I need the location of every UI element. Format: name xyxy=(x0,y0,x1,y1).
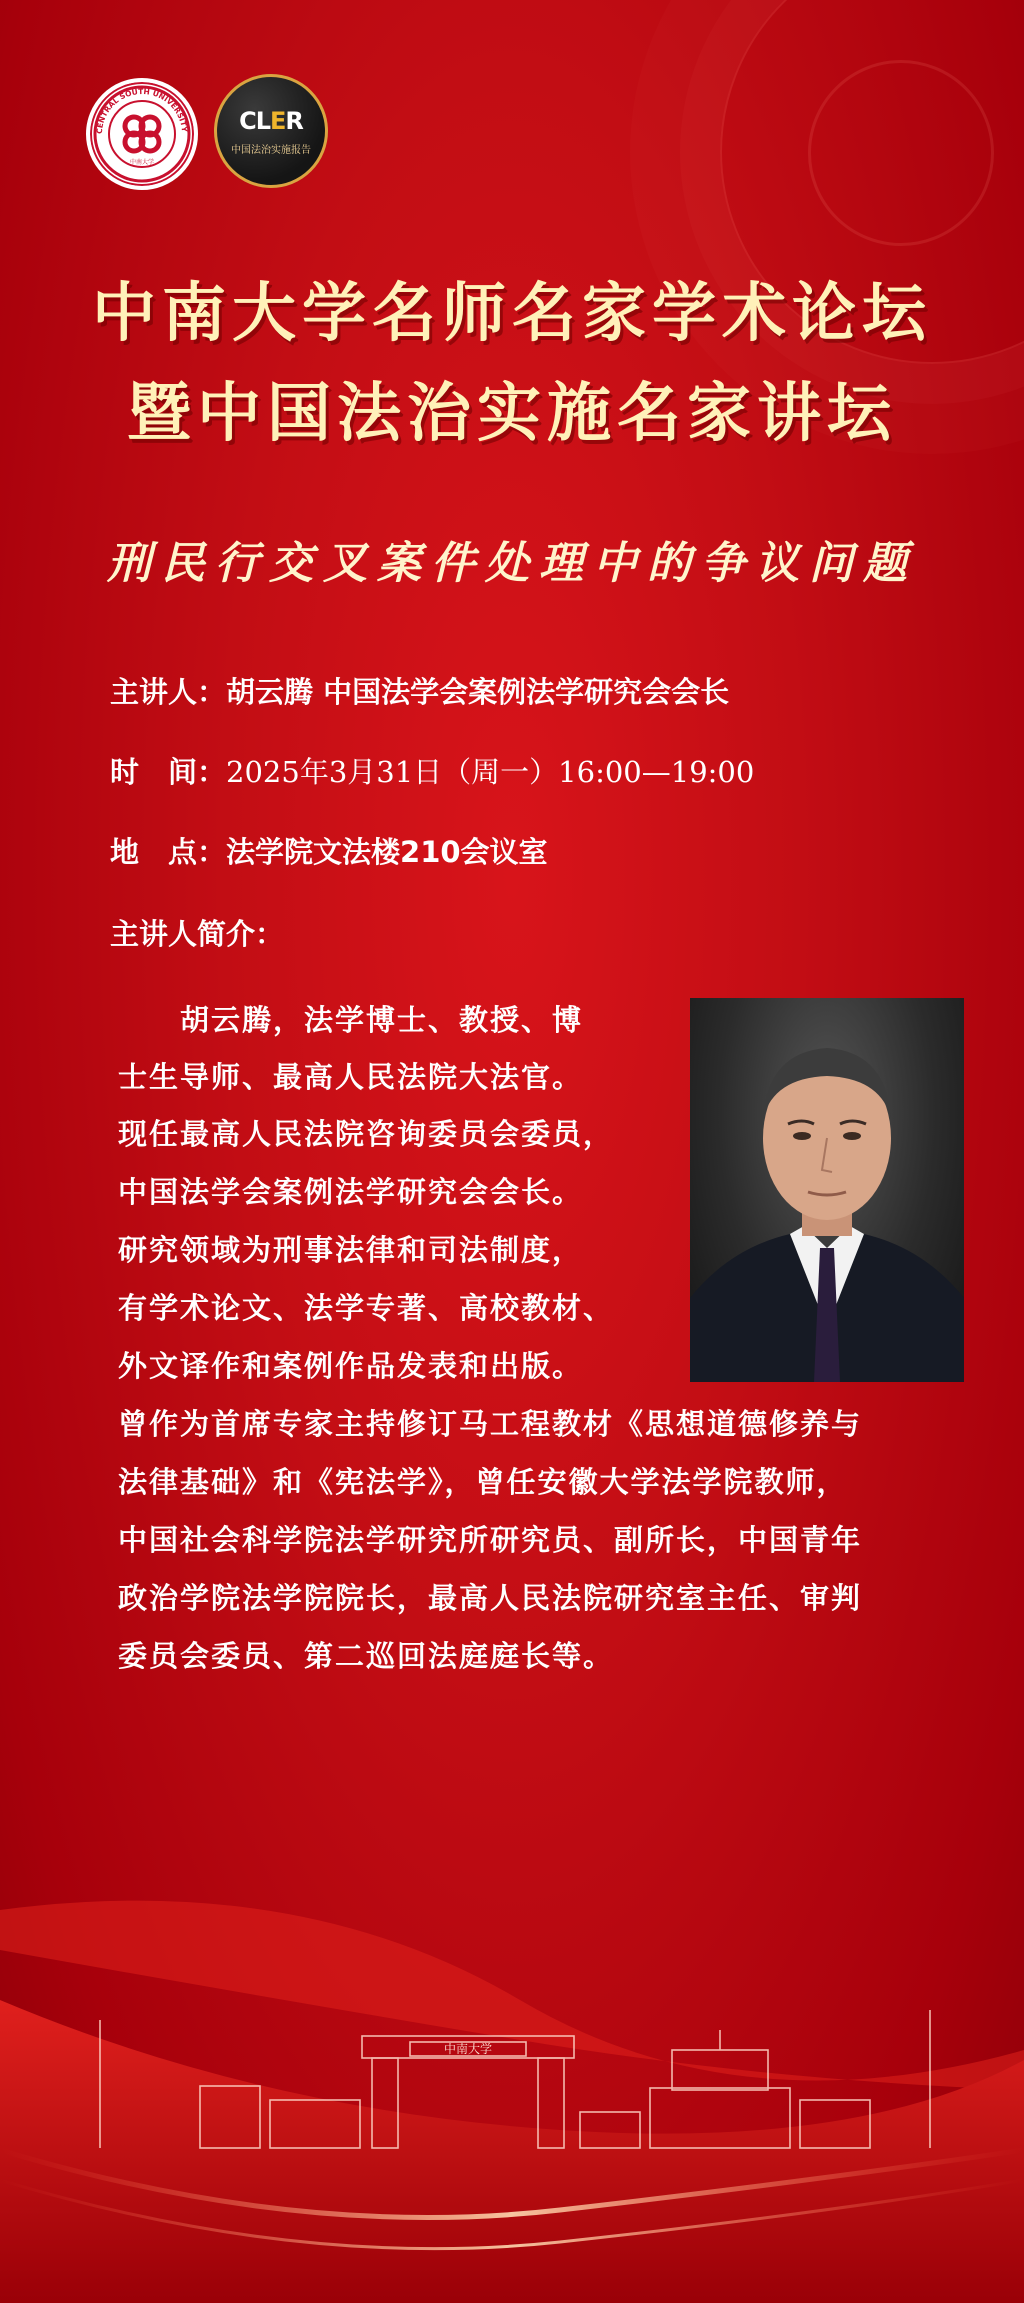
cler-mark: CLER xyxy=(239,107,303,135)
gate-text: 中南大学 xyxy=(443,2042,493,2056)
place-value: 法学院文法楼210会议室 xyxy=(226,835,548,869)
csu-ring-text: CENTRAL SOUTH UNIVERSITY xyxy=(94,86,190,135)
bio-heading: 主讲人简介： xyxy=(110,917,285,951)
speaker-photo xyxy=(690,998,964,1382)
bio-line: 胡云腾，法学博士、教授、博 xyxy=(118,1003,584,1037)
decorative-ring xyxy=(808,60,994,246)
bio-line: 现任最高人民法院咨询委员会委员， xyxy=(118,1117,615,1151)
bio-line: 曾作为首席专家主持修订马工程教材《思想道德修养与 xyxy=(118,1407,863,1441)
time-value: 2025年3月31日（周一）16:00—19:00 xyxy=(226,755,755,789)
speaker-label: 主讲人： xyxy=(110,675,227,709)
bio-line: 有学术论文、法学专著、高校教材、 xyxy=(118,1291,615,1325)
time-label: 时 间： xyxy=(110,755,227,789)
csu-logo xyxy=(86,78,198,190)
speaker-value: 胡云腾 中国法学会案例法学研究会会长 xyxy=(226,675,730,709)
bio-line: 研究领域为刑事法律和司法制度， xyxy=(118,1233,584,1267)
footer-decoration xyxy=(0,1850,1024,2303)
csu-inner-text: 中南大学 xyxy=(129,159,155,166)
bio-line: 政治学院法学院院长，最高人民法院研究室主任、审判 xyxy=(118,1581,863,1615)
bio-line: 法律基础》和《宪法学》，曾任安徽大学法学院教师， xyxy=(118,1465,848,1499)
bio-line: 中国法学会案例法学研究会会长。 xyxy=(118,1175,584,1209)
bio-line: 委员会委员、第二巡回法庭庭长等。 xyxy=(118,1639,615,1673)
speaker-line xyxy=(110,670,729,711)
bio-line: 中国社会科学院法学研究所研究员、副所长，中国青年 xyxy=(118,1523,863,1557)
cler-logo xyxy=(214,74,328,188)
place-label: 地 点： xyxy=(110,835,227,869)
cler-subtitle: 中国法治实施报告 xyxy=(231,145,311,156)
bio-line: 士生导师、最高人民法院大法官。 xyxy=(118,1060,584,1094)
bio-line: 外文译作和案例作品发表和出版。 xyxy=(118,1349,584,1383)
forum-title-line1: 中南大学名师名家学术论坛 xyxy=(92,276,932,351)
time-line xyxy=(110,750,754,791)
lecture-topic: 刑民行交叉案件处理中的争议问题 xyxy=(107,538,917,589)
place-line xyxy=(110,830,548,871)
forum-title-line2: 暨中国法治实施名家讲坛 xyxy=(127,376,897,451)
